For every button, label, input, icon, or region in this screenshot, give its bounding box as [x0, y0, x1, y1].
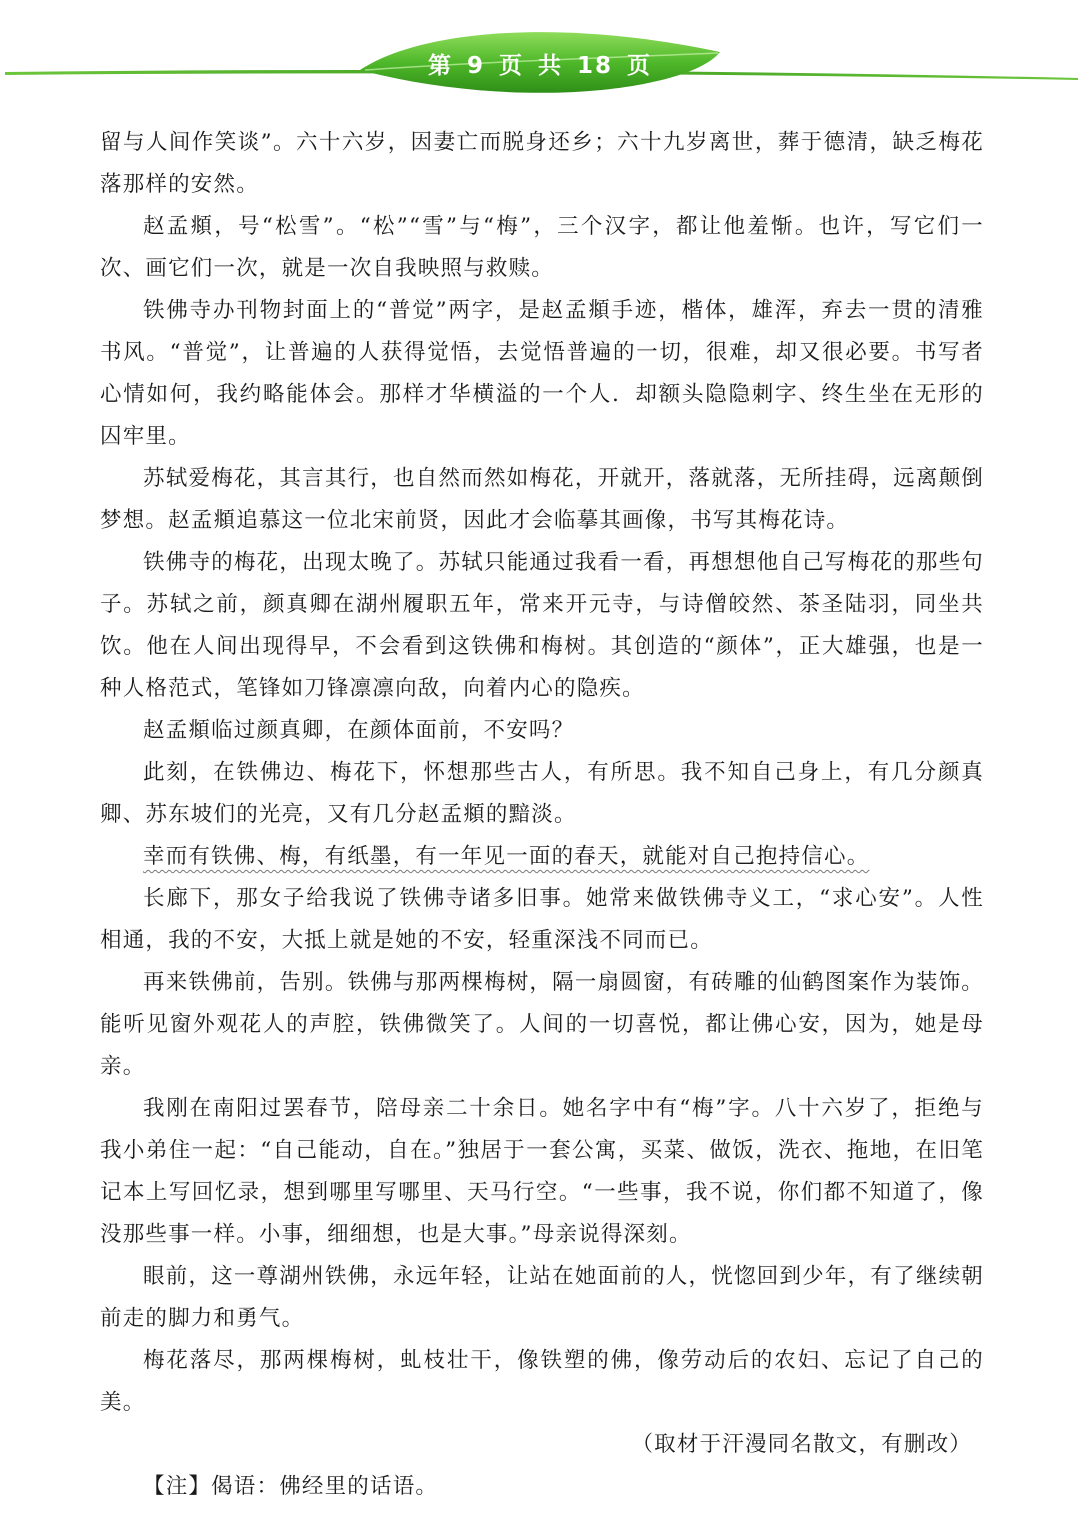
paragraph: 再来铁佛前，告别。铁佛与那两棵梅树，隔一扇圆窗，有砖雕的仙鹤图案作为装饰。能听见窗外观花人的声腔，铁佛微笑了。人间的一切喜悦，都让佛心安，因为，她是母亲。 — [100, 970, 984, 1079]
paragraph: 铁佛寺的梅花，出现太晚了。苏轼只能通过我看一看，再想想他自己写梅花的那些句子。苏轼之前，颜真卿在湖州履职五年，常来开元寺，与诗僧皎然、茶圣陆羽，同坐共饮。他在人间出现得早，不会看到这铁佛和梅树。其创造的“颜体”，正大雄强，也是一种人格范式，笔锋如刀锋凛凛向敌，向着内心的隐疾。 — [100, 550, 984, 701]
page-header — [0, 0, 1080, 110]
underlined-sentence: 幸而有铁佛、梅，有纸墨，有一年见一面的春天，就能对自己抱持信心。 — [143, 844, 870, 869]
paragraph: 苏轼爱梅花，其言其行，也自然而然如梅花，开就开，落就落，无所挂碍，远离颠倒梦想。赵孟頫追慕这一位北宋前贤，因此才会临摹其画像，书写其梅花诗。 — [100, 466, 984, 533]
page-number-label: 第 9 页 共 18 页 — [427, 53, 653, 79]
footnote: 【注】偈语：佛经里的话语。 — [143, 1474, 439, 1499]
paragraph: 铁佛寺办刊物封面上的“普觉”两字，是赵孟頫手迹，楷体，雄浑，弃去一贯的清雅书风。“普觉”，让普遍的人获得觉悟，去觉悟普遍的一切，很难，却又很必要。书写者心情如何，我约略能体会。那样才华横溢的一个人．却额头隐隐刺字、终生坐在无形的囚牢里。 — [100, 298, 984, 449]
paragraph: 赵孟頫，号“松雪”。“松”“雪”与“梅”，三个汉字，都让他羞惭。也许，写它们一次、画它们一次，就是一次自我映照与救赎。 — [100, 214, 984, 281]
article-body — [100, 122, 984, 1508]
paragraph: 我刚在南阳过罢春节，陪母亲二十余日。她名字中有“梅”字。八十六岁了，拒绝与我小弟住一起：“自己能动，自在。”独居于一套公寓，买菜、做饭，洗衣、拖地，在旧笔记本上写回忆录，想到哪里写哪里、天马行空。“一些事，我不说，你们都不知道了，像没那些事一样。小事，细细想，也是大事。”母亲说得深刻。 — [100, 1096, 984, 1247]
underlined-paragraph — [100, 836, 984, 878]
paragraph: 留与人间作笑谈”。六十六岁，因妻亡而脱身还乡；六十九岁离世，葬于德清，缺乏梅花落那样的安然。 — [100, 130, 984, 197]
paragraph: 赵孟頫临过颜真卿，在颜体面前，不安吗？ — [143, 718, 575, 743]
source-citation: （取材于汗漫同名散文，有删改） — [631, 1432, 972, 1457]
paragraph: 此刻，在铁佛边、梅花下，怀想那些古人，有所思。我不知自己身上，有几分颜真卿、苏东坡们的光亮，又有几分赵孟頫的黯淡。 — [100, 760, 984, 827]
paragraph: 长廊下，那女子给我说了铁佛寺诸多旧事。她常来做铁佛寺义工，“求心安”。人性相通，我的不安，大抵上就是她的不安，轻重深浅不同而已。 — [100, 886, 984, 953]
paragraph: 梅花落尽，那两棵梅树，虬枝壮干，像铁塑的佛，像劳动后的农妇、忘记了自己的美。 — [100, 1348, 984, 1415]
paragraph: 眼前，这一尊湖州铁佛，永远年轻，让站在她面前的人，恍惚回到少年，有了继续朝前走的脚力和勇气。 — [100, 1264, 984, 1331]
